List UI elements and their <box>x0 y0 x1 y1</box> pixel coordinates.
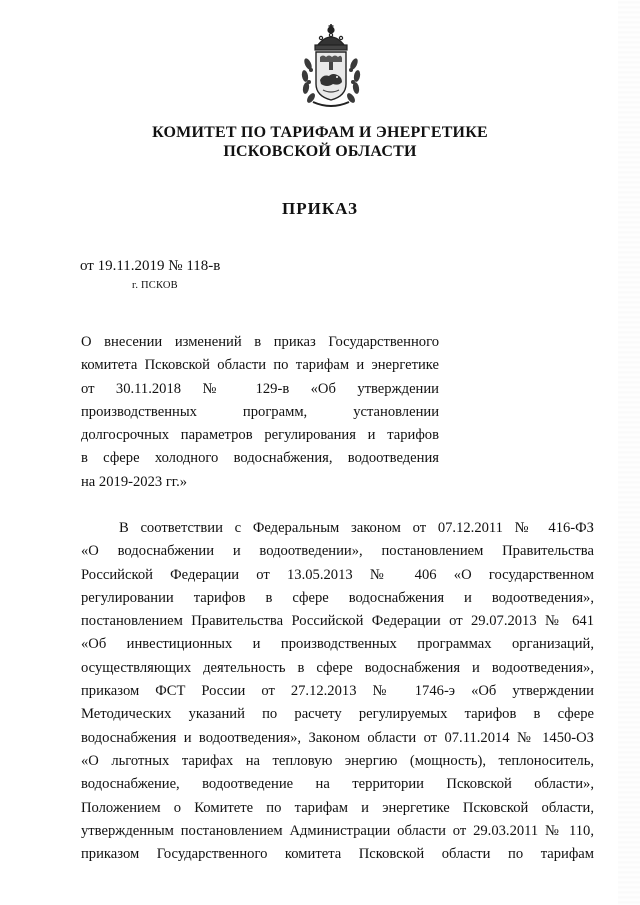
order-city: г. ПСКОВ <box>132 280 178 291</box>
subject-line: от 30.11.2018 № 129-в «Об утверждении <box>81 380 439 397</box>
body-line: Российской Федерации от 13.05.2013 № 406 «О государственном <box>81 566 594 583</box>
order-date-number: от 19.11.2019 № 118-в <box>80 258 221 274</box>
body-line: приказом Государственного комитета Псковской области по тарифам <box>81 846 594 863</box>
body-line: «О водоснабжении и водоотведении», постановлением Правительства <box>81 543 594 560</box>
body-line: регулировании тарифов в сфере водоснабжения и водоотведения», <box>81 589 594 606</box>
body-line: утвержденным постановлением Администрации области от 29.03.2011 № 110, <box>81 822 594 839</box>
org-name-line-2: ПСКОВСКОЙ ОБЛАСТИ <box>223 143 417 160</box>
order-subject <box>81 331 439 494</box>
body-line: приказом ФСТ России от 27.12.2013 № 1746-э «Об утверждении <box>81 683 594 700</box>
body-line: «О льготных тарифах на тепловую энергию (мощность), теплоноситель, <box>81 752 594 769</box>
body-line: осуществляющих деятельность в сфере водоснабжения и водоотведения», <box>81 659 594 676</box>
body-line: В соответствии с Федеральным законом от 07.12.2011 № 416-ФЗ <box>119 520 594 536</box>
body-line: Методических указаний по расчету регулируемых тарифов в сфере <box>81 706 594 723</box>
subject-line: в сфере холодного водоснабжения, водоотведения <box>81 450 439 467</box>
org-name-line-1: КОМИТЕТ ПО ТАРИФАМ И ЭНЕРГЕТИКЕ <box>152 124 488 141</box>
subject-line: производственных программ, установлении <box>81 403 439 420</box>
body-line: водоснабжение, водоотведение на территории Псковской области», <box>81 776 594 793</box>
body-line: «Об инвестиционных и производственных программах организаций, <box>81 636 594 653</box>
body-line: водоснабжения и водоотведения», Законом области от 07.11.2014 № 1450-ОЗ <box>81 729 594 746</box>
subject-line: комитета Псковской области по тарифам и энергетике <box>81 357 439 374</box>
order-body-paragraph <box>81 517 594 866</box>
coat-of-arms-icon <box>299 24 363 108</box>
body-line: Положением о Комитете по тарифам и энергетике Псковской области, <box>81 799 594 816</box>
subject-line: на 2019-2023 гг.» <box>81 473 188 490</box>
subject-line: О внесении изменений в приказ Государственного <box>81 334 439 350</box>
order-heading: ПРИКАЗ <box>282 199 358 218</box>
subject-line: долгосрочных параметров регулирования и тарифов <box>81 427 439 444</box>
body-line: постановлением Правительства Российской Федерации от 29.07.2013 № 641 <box>81 613 594 630</box>
